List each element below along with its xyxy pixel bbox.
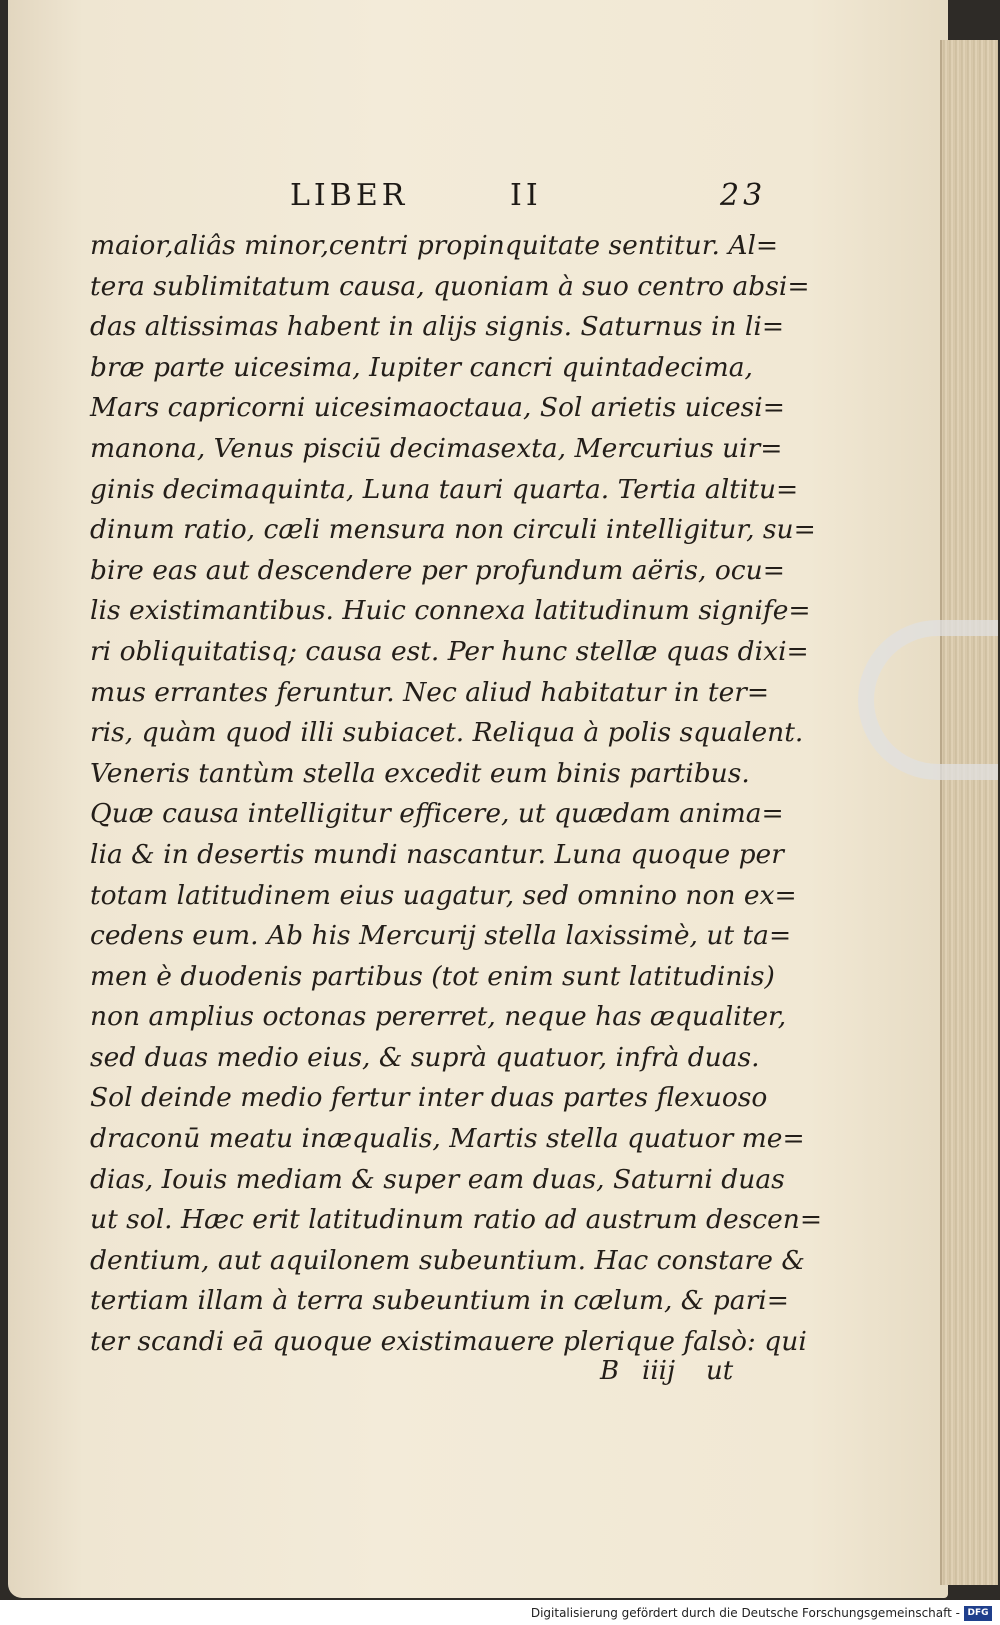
text-line: lis existimantibus. Huic connexa latitudinum signife= — [90, 595, 811, 627]
text-line: dinum ratio, cæli mensura non circuli intelligitur, su= — [90, 514, 816, 546]
running-head-book-number: II — [510, 178, 542, 213]
text-line: dentium, aut aquilonem subeuntium. Hac constare & — [90, 1244, 805, 1276]
digitization-footer — [0, 1604, 1000, 1625]
body-text — [90, 226, 823, 1363]
funding-note: Digitalisierung gefördert durch die Deutsche Forschungsgemeinschaft - — [530, 1606, 960, 1620]
text-line: cedens eum. Ab his Mercurij stella laxissimè, ut ta= — [90, 920, 792, 952]
text-line: lia & in desertis mundi nascantur. Luna quoque per — [90, 838, 784, 870]
text-line: das altissimas habent in alijs signis. Saturnus in li= — [90, 311, 785, 343]
text-line: Veneris tantùm stella excedit eum binis partibus. — [90, 757, 750, 789]
text-line: sed duas medio eius, & suprà quatuor, infrà duas. — [90, 1041, 760, 1073]
text-line: ri obliquitatisq; causa est. Per hunc stellæ quas dixi= — [90, 635, 809, 667]
text-line: draconū meatu inæqualis, Martis stella quatuor me= — [90, 1123, 805, 1155]
text-line: bræ parte uicesima, Iupiter cancri quintadecima, — [90, 351, 753, 383]
catchword: ut — [706, 1356, 734, 1386]
signature-number: iiij — [642, 1356, 676, 1386]
text-line: bire eas aut descendere per profundum aëris, ocu= — [90, 554, 785, 586]
signature-mark: B — [600, 1356, 620, 1386]
page-number: 23 — [720, 178, 767, 213]
text-line: totam latitudinem eius uagatur, sed omnino non ex= — [90, 879, 797, 911]
catchword-line — [600, 1356, 750, 1396]
text-line: tera sublimitatum causa, quoniam à suo centro absi= — [90, 270, 810, 302]
text-line: mus errantes feruntur. Nec aliud habitatur in ter= — [90, 676, 770, 708]
text-line: ginis decimaquinta, Luna tauri quarta. Tertia altitu= — [90, 473, 799, 505]
text-line: tertiam illam à terra subeuntium in cælum, & pari= — [90, 1285, 789, 1317]
running-head-title: LIBER — [290, 178, 409, 213]
running-head — [290, 178, 770, 228]
text-line: ter scandi eā quoque existimauere plerique falsò: qui — [90, 1326, 807, 1358]
text-line: Quæ causa intelligitur efficere, ut quædam anima= — [90, 798, 784, 830]
page-edges — [940, 40, 998, 1585]
text-line: manona, Venus pisciū decimasexta, Mercurius uir= — [90, 432, 783, 464]
text-line: ut sol. Hæc erit latitudinum ratio ad austrum descen= — [90, 1204, 823, 1236]
text-line: Mars capricorni uicesimaoctaua, Sol arietis uicesi= — [90, 392, 785, 424]
text-line: maior,aliâs minor,centri propinquitate sentitur. Al= — [90, 230, 779, 261]
text-line: dias, Iouis mediam & super eam duas, Saturni duas — [90, 1163, 785, 1195]
text-line: non amplius octonas pererret, neque has æqualiter, — [90, 1001, 787, 1033]
text-line: men è duodenis partibus (tot enim sunt latitudinis) — [90, 960, 775, 992]
text-line: Sol deinde medio fertur inter duas partes flexuoso — [90, 1082, 768, 1114]
text-line: ris, quàm quod illi subiacet. Reliqua à polis squalent. — [90, 717, 804, 749]
dfg-logo-icon: DFG — [964, 1606, 992, 1621]
